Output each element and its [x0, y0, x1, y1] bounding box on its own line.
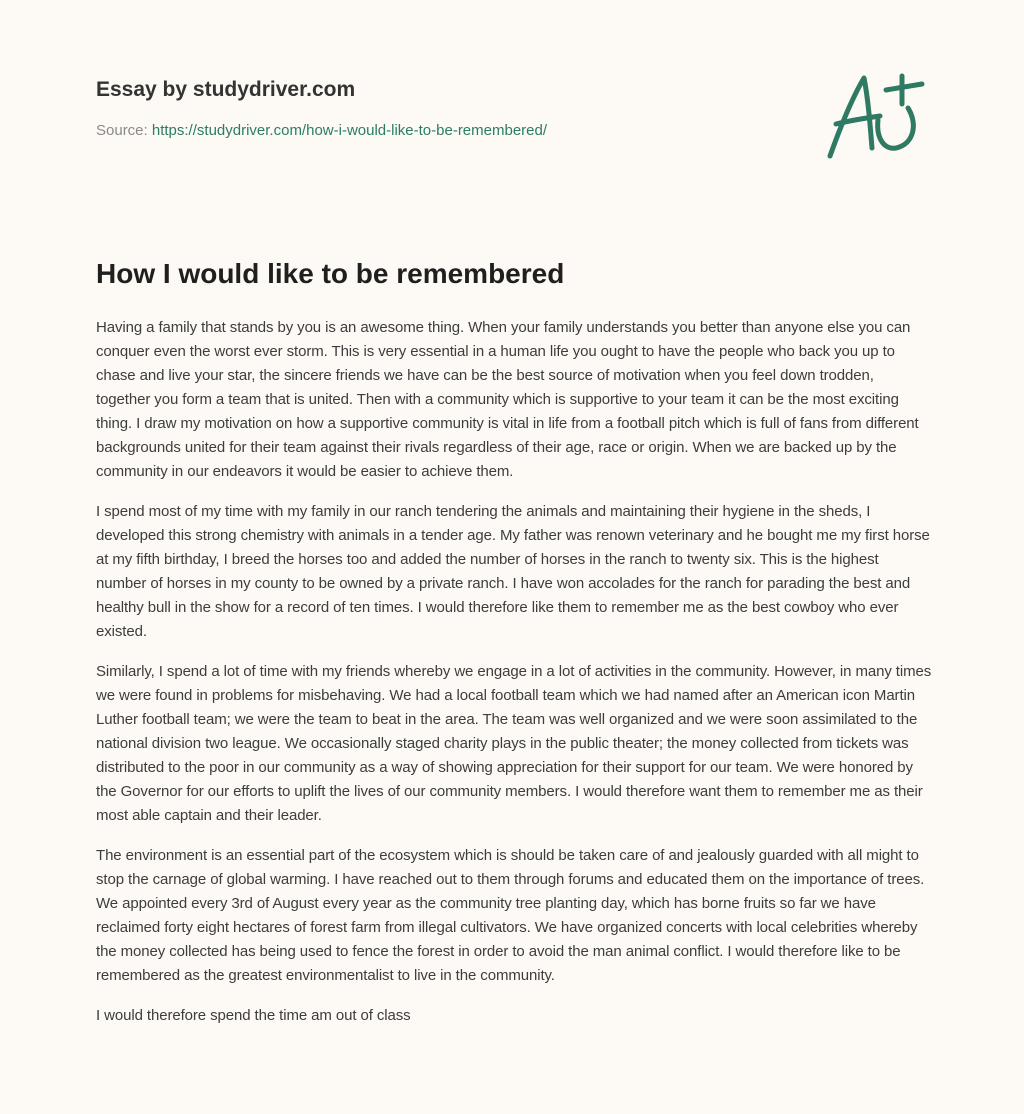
essay-paragraph: The environment is an essential part of the ecosystem which is should be taken care of and jealously guarded with all might to stop the carnage of global warming. I have reached out to them through forums and educated them on the importance of trees. We appointed every 3rd of August every year as the community tree planting day, which has borne fruits so far we have reclaimed forty eight hectares of forest farm from illegal cultivators. We have organized concerts with local celebrities whereby the money collected has being used to fence the forest in order to avoid the man animal conflict. I would therefore like to be remembered as the greatest environmentalist to live in the community. [96, 847, 925, 984]
source-line [96, 120, 547, 142]
essay-title: How I would like to be remembered [96, 258, 565, 289]
essay-content [96, 254, 932, 1044]
source-link[interactable]: https://studydriver.com/how-i-would-like-to-be-remembered/ [151, 122, 548, 139]
essay-paragraph: I would therefore spend the time am out of class [96, 1007, 411, 1024]
a-plus-grade-icon [822, 68, 928, 164]
page-header [96, 74, 547, 142]
essay-paragraph: I spend most of my time with my family in our ranch tendering the animals and maintaining their hygiene in the sheds, I developed this strong chemistry with animals in a tender age. My father was renown veterinary and he bought me my first horse at my fifth birthday, I breed the horses too and added the number of horses in the ranch to twenty six. This is the highest number of horses in my county to be owned by a private ranch. I have won accolades for the ranch for parading the best and healthy bull in the show for a record of ten times. I would therefore like them to remember me as the best cowboy who ever existed. [96, 503, 930, 640]
source-label: Source: [96, 122, 152, 139]
essay-paragraph: Having a family that stands by you is an awesome thing. When your family understands you better than anyone else you can conquer even the worst ever storm. This is very essential in a human life you ought to have the people who back you up to chase and live your star, the sincere friends we have can be the best source of motivation when you feel down trodden, together you form a team that is united. Then with a community which is supportive to your team it can be the most exciting thing. I draw my motivation on how a supportive community is vital in life from a football pitch which is full of fans from different backgrounds united for their team against their rivals regardless of their age, race or origin. When we are backed up by the community in our endeavors it would be easier to achieve them. [96, 319, 919, 480]
essay-paragraph: Similarly, I spend a lot of time with my friends whereby we engage in a lot of activities in the community. However, in many times we were found in problems for misbehaving. We had a local football team which we had named after an American icon Martin Luther football team; we were the team to beat in the area. The team was well organized and we were soon assimilated to the national division two league. We occasionally staged charity plays in the public theater; the money collected from tickets was distributed to the poor in our community as a way of showing appreciation for their support for our team. We were honored by the Governor for our efforts to uplift the lives of our community members. I would therefore want them to remember me as their most able captain and their leader. [96, 663, 932, 824]
site-title: Essay by studydriver.com [96, 78, 356, 101]
